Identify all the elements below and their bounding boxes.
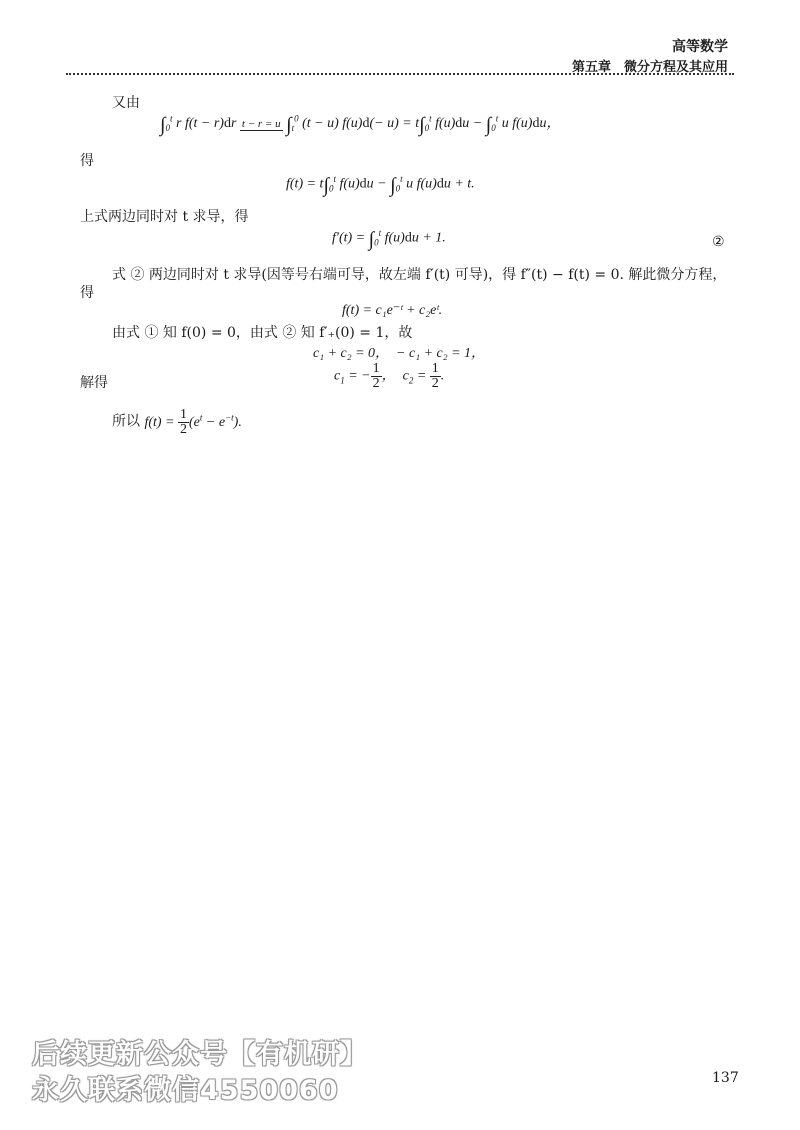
- text-solve: 解得: [80, 375, 108, 391]
- text-also-from: 又由: [112, 95, 140, 111]
- text-differentiate: 上式两边同时对 t 求导，得: [80, 209, 249, 225]
- text-de2: 得: [80, 285, 94, 301]
- substitution-arrow: t − r = u: [241, 118, 281, 130]
- text-de1: 得: [80, 153, 94, 169]
- book-title: 高等数学: [672, 39, 728, 55]
- watermark-line-1: 后续更新公众号【有机研】: [32, 1039, 368, 1070]
- watermark-line-2: 永久联系微信4550060: [32, 1075, 339, 1106]
- equation-constants: $c_1$ = − $\frac{1}{2}$ ， $c_2$ = $\frac{1}{2}$ .: [334, 361, 445, 391]
- equation-fprime: $f'(t) = \int_0^t$ f(u)du + 1.: [332, 228, 446, 251]
- final-result: 所以 f(t) = $\frac{1}{2}$ $(e^t - e^{-t})$.: [112, 407, 242, 437]
- text-initial-conditions: 由式 ① 知 f(0) = 0，由式 ② 知 f′₊(0) = 1，故: [112, 325, 413, 341]
- page-number: 137: [712, 1070, 739, 1086]
- text-step-diff: 式 ② 两边同时对 t 求导(因等号右端可导，故左端 f′(t) 可导)，得 f″(t) − f(t) = 0. 解此微分方程，: [112, 267, 727, 283]
- equation-general-solution: f(t) = c₁e⁻ᵗ + c₂eᵗ.: [342, 303, 443, 318]
- equation-ft: $f(t) = t\int_0^t$ $f(u)du - \int_0^t$ u f(u)du + t.: [286, 174, 475, 197]
- header-divider: [66, 73, 734, 75]
- chapter-title: 第五章 微分方程及其应用: [571, 60, 728, 75]
- equation-label-2: ②: [712, 234, 725, 250]
- text-therefore: 所以: [112, 413, 140, 430]
- equation-substitution: $\int_0^t$ r f(t − r)dr t − r = u $\int_t^0$ (t − u) $f(u)d(- u) = t\int_0^t$ $f(u)du - \int_0^t$ u f(u)du，: [160, 113, 561, 136]
- equation-system: c₁ + c₂ = 0， − c₁ + c₂ = 1，: [313, 346, 486, 361]
